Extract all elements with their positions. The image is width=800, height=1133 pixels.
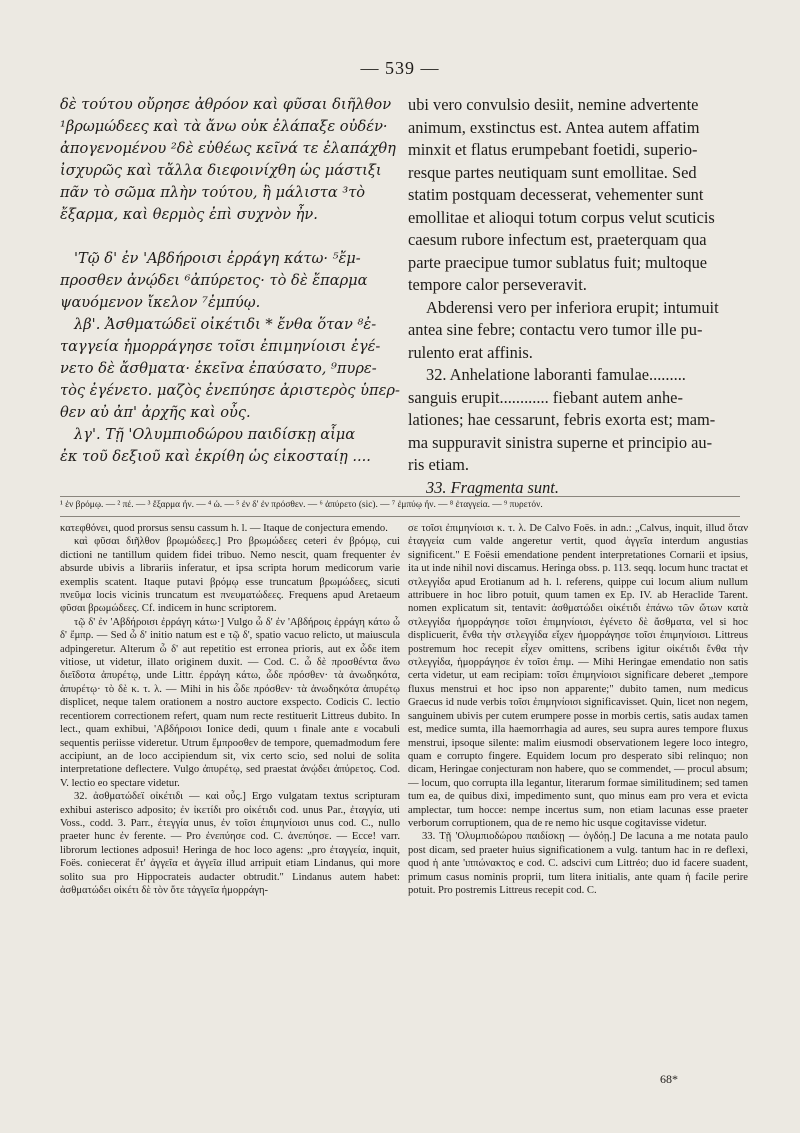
greek-gap [60,226,400,248]
latin-line: minxit et flatus erumpebant foetidi, superio- [408,140,698,159]
greek-line: πᾶν τὸ σῶμα πλὴν τούτου, ἢ μάλιστα ³τὸ [60,184,366,201]
note-paragraph: 32. ἀσθματώδεϊ οἰκέτιδι — καὶ οὖς.] Ergo vulgatam textus scripturam exhibui asterisco adposito; ἐν ἰκετίδι pro οἰκέτιδι cod. unus Par., ἐταγγία, uti Voss., codd. 3. Parr., ἐτεγγία unus, ἐν τοῖσι ἐπιμηνίοισι unus cod. C., nullo praeter hunc ἐν ferente. — Pro ἐνεπύησε cod. C. ἀνεπύησε. — Ecce! varr. librorum lectiones adposui! Heringa de hoc loco agens: „pro ἐταγγεία, inquit, Foës. coniecerat ἔτ' ἀγγεῖα et ἀγγεῖα illud arripuit etiam Lindanus, qui more solito sua pro Hippocrateis audacter obtrudit." Lindanus autem habet: ἀσθματώδει οἰκέτι δὲ τὸν ὅτε τἀγγεῖα ἡμορράγη- [60,791,400,896]
latin-line: tempore calor perseveravit. [408,275,587,294]
greek-line: ἔξαρμα, καὶ θερμὸς ἐπὶ συχνὸν ἦν. [60,206,318,223]
latin-line: Abderensi vero per inferiora erupit; intumuit [426,297,719,317]
latin-line: emollitae et alioqui totum corpus velut scuticis [408,207,715,227]
latin-line: statim postquam decesserat, vehementer sunt [408,185,704,204]
note-paragraph: τῷ δ' ἐν 'Αβδήροισι ἐρράγη κάτω·] Vulgo ὧ δ' ἐν 'Αβδήροις ἐρράγη κάτω ὧ δ' ἔμπρ. — Sed ὧ δ' initio natum est e τῷ δ', spatio vacuo relicto, ut maiuscula adpingeretur. Alterum ὧ δ' aut repetitio est erronea prioris, aut ex ὧδε item vitiose, ut videtur, illato originem duxit. — Cod. C. ὧ δὲ προσθέντα ἄνω διεῖδοτα ἀπυρέτῳ, unde Littr. ἐρράγη κάτω, ὧδε πρόσθεν· τὰ ἀνωδηκότα, ἀπυρέτῳ· τὸ δὲ κ. τ. λ. — Mihi in his ὧδε πρόσθεν· τὰ ἀνωδηκότα ἀπυρέτῳ displicet, neque talem orationem a nostro auctore exspecto. Codicis C. lectio recentiorem correctionem refert, quam num recte restituerit Littreus dubito. In lect., quam exhibui, 'Αβδήροισι Ionice dedi, quum ι finale ante ε vocabuli sequentis periisse videretur. Utrum ἔμπροσθεν de tempore, quemadmodum fere accipiunt, an de loco accipiendum sit, vix certo scio, sed nolui de solita interpretatione deflectere. Vulgo ἀπυρέτῳ, sed praestat ἀνῴδει ἀπύρετος. Cod. V. lectio eo spectare videtur. [60,616,400,789]
notes-left-column [60,522,400,897]
note-paragraph: κατεφθόνει, quod prorsus sensu cassum h. l. — Itaque de conjectura emendo. [60,523,388,534]
greek-line: ἰσχυρῶς καὶ τἄλλα διεφοινίχθη ὡς μάστιξι [60,162,382,179]
latin-line: 33. Fragmenta sunt. [426,477,559,497]
greek-line: 'Τῷ δ' ἐν 'Αβδήροισι ἐρράγη κάτω· ⁵ἔμ- [74,250,361,267]
note-paragraph: 33. Τῇ 'Ολυμπιοδώρου παιδίσκῃ — ὀγδόῃ.] De lacuna a me notata paulo post dicam, sed praeter huius significationem a vulg. tantum hac in re deflexi, quod ἡ ante 'ιππώνακτος e cod. C. adscivi cum Littréo; duo id facere suadent, primum casus nominis proprii, tum litera initialis, ante quam ἡ facile perire potuit. Pro postremis Littreus recepit cod. C. [408,831,748,896]
greek-line: ταγγεία ἡμορράγησε τοῖσι ἐπιμηνίοισι ἐγέ- [60,338,381,355]
signature-mark: 68* [660,1072,678,1086]
latin-line: rulento erat affinis. [408,342,533,362]
greek-line: λγ'. Τῇ 'Ολυμπιοδώρου παιδίσκῃ αἷμα [74,426,356,443]
notes-right-column [408,522,748,897]
greek-line: ¹βρωμώδεες καὶ τὰ ἄνω οὐκ ἐλάπαξε οὐδέν· [60,118,388,135]
greek-line: προσθεν ἀνῴδει ⁶ἀπύρετος· τὸ δὲ ἔπαρμα [60,272,368,289]
greek-line: τὸς ἐγένετο. μαζὸς ἐνεπύησε ἀριστερὸς ὑπερ- [60,382,400,399]
latin-line: antea sine febre; contactu vero tumor ille pu- [408,320,703,339]
latin-line: 32. Anhelatione laboranti famulae......... [426,365,686,384]
greek-line: ἀπογενομένου ²δὲ εὐθέως κεῖνά τε ἐλαπάχθη [60,140,396,157]
latin-line: caesum rubore infectum est, praeterquam qua [408,230,707,249]
apparatus-rule-top [60,496,740,497]
latin-line: animum, exstinctus est. Antea autem affatim [408,117,700,137]
critical-apparatus: ¹ ἐν βρόμῳ. — ² πέ. — ³ ἔξαρμα ἦν. — ⁴ ὧ. — ⁵ ἐν δ' ἐν πρόσθεν. — ⁶ ἀπύρετο (sic). — ⁷ ἐμπύῳ ἦν. — ⁸ ἐταγγεία. — ⁹ πυρετόν. [60,500,543,510]
greek-line: ἐκ τοῦ δεξιοῦ καὶ ἐκρίθη ὡς εἰκοσταίῃ .... [60,448,371,465]
greek-line: δὲ τούτου οὔρησε ἀθρόον καὶ φῦσαι διῆλθον [60,96,392,113]
greek-line: θεν αὐ ἀπ' ἀρχῆς καὶ οὖς. [60,404,251,421]
latin-line: ris etiam. [408,455,469,474]
greek-text-column [60,94,400,468]
latin-line: sanguis erupit............ fiebant autem anhe- [408,387,683,407]
latin-line: ubi vero convulsio desiit, nemine advertente [408,95,699,114]
latin-line: resque partes neutiquam sunt emollitae. Sed [408,162,697,182]
latin-line: parte praecipue tumor sublatus fuit; multoque [408,252,708,272]
greek-line: ψαυόμενον ἴκελον ⁷ἐμπύῳ. [60,294,261,311]
latin-line: lationes; hae cessarunt, febris exorta est; mam- [408,410,716,429]
apparatus-rule-bottom [60,516,740,517]
latin-line: ma suppuravit sinistra superne et principio au- [408,432,713,452]
note-paragraph: καὶ φῦσαι διῆλθον βρωμώδεες.] Pro βρωμώδεες ceteri ἐν βρόμῳ, cui dictioni ne tantillum quidem fidei tribuo. Nemo nescit, quam frequenter ἐν absurde ubivis a librariis inferatur, et ipsa scripta horum medicorum varie exemplis scatent. Itaque putavi βρόμῳ esse truncatum βρωμώδεες, sicuti πνεῦμα locis vicinis truncatum est πνευματώδεες. Frequens apud Aretaeum φῦσαι βρωμώδεες. Cf. indicem in hunc scriptorem. [60,536,400,615]
greek-line: νετο δὲ ἄσθματα· ἐκεῖνα ἐπαύσατο, ⁹πυρε- [60,360,377,377]
latin-text-column [408,94,748,499]
page-number: — 539 — [360,58,440,78]
note-paragraph: σε τοῖσι ἐπιμηνίοισι κ. τ. λ. De Calvo Foës. in adn.: „Calvus, inquit, illud ὅταν ἐταγγεία cum valde angeretur vertit, quod ἀγγεῖα interdum angustias significent." E Foësii emendatione pendent interpretationes Cornarii et ipsius, ita ut inde nihil novi discamus. Heringa obss. p. 113. seqq. locum hunc tractat et στλεγγίδα apud Erotianum ad h. l. referens, quippe cui locum alium nullum attribuere in hoc libro potuit, quum tamen ex Ep. IV. ab Heraclide Tarent. nomen explicatum sit, tentavit: ἀσθματώδει οἰκέτιδι ἐπάνω τῶν ὤτων κατὰ στλεγγίδα ἡμορράγησε τοῖσι ἐπιμηνίοισι, ἐγένετο δὲ ἄσθματα, vel si hoc displicuerit, ἔνθα τὴν στλεγγίδα εἴχεν ἡμορράγησε τοῖσι ἐπιμηνίοισι. Littreus postremum hoc recepit εἶχεν omittens, scribens igitur οἰκέτιδι ἔνθα τὴν στλεγγίδα, ἡμορράγησε ἐν τοῖσι ἐπιμ. — Mihi Heringae emendatio non satis certa videtur, ut eam recipiam: τοῖσι ἐπιμηνίοισι significare deberet „tempore fluxus menstrui et hoc ipso non apparente;" dubito tamen, num medicus Graecus id nude verbis τοῖσι ἐπιμηνίοισι significavisset. Quin, licet non negem, sanguinem ubivis per cutem erumpere posse in morbis certis, satis audax tamen est, medice sumta, illa haemorrhagia ad aures, seu supra aures tempore fluxus menstrui, ipsoque silente: malim eiusmodi observationem legere loco integro, quam e corrupto fingere. Equidem locum pro desperato sibi relinquo; non dicam, Heringae conjecturam non habere, quo se commendet, — procul absum; — locum, quo corrupta illa legantur, literarum formae similitudinem; sed tamen tum ea, de quibus dixi, impedimento sunt, quo minus eam pro vera et evicta amplectar, tum hocce: nempe incertus sum, non etiam lacunas esse praeter verborum corruptionem, qua de re nemo hic usque cogitavisse videtur. [408,523,748,829]
greek-line: λβ'. Ἀσθματώδεϊ οἰκέτιδι * ἔνθα ὅταν ⁸ἐ- [74,316,377,333]
